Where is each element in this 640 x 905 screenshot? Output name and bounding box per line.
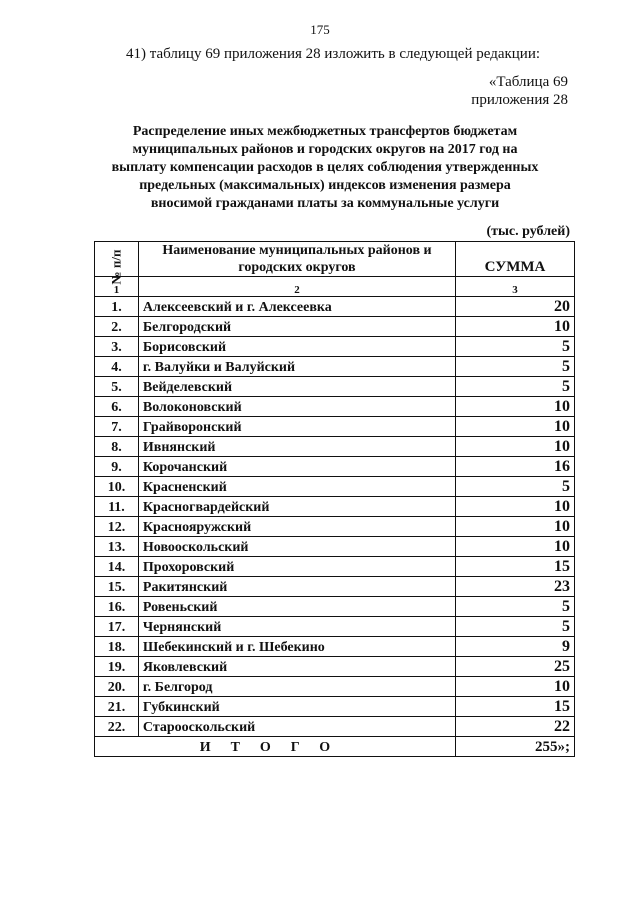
row-number: 20.: [95, 677, 139, 697]
row-number: 3.: [95, 337, 139, 357]
table-row: [95, 457, 575, 477]
row-number: 22.: [95, 717, 139, 737]
row-sum: 10: [456, 397, 575, 417]
row-number: 18.: [95, 637, 139, 657]
row-number: 15.: [95, 577, 139, 597]
header-sum: СУММА: [456, 242, 575, 277]
title-line-2: муниципальных районов и городских округов на 2017 год на: [132, 142, 518, 157]
table-row: [95, 617, 575, 637]
table-row: [95, 317, 575, 337]
row-number: 10.: [95, 477, 139, 497]
table-header-row: [95, 242, 575, 277]
row-number: 13.: [95, 537, 139, 557]
total-sum: 255»;: [456, 737, 575, 757]
row-sum: 5: [456, 597, 575, 617]
row-name: Губкинский: [138, 697, 455, 717]
row-name: Борисовский: [138, 337, 455, 357]
row-number: 17.: [95, 617, 139, 637]
row-number: 8.: [95, 437, 139, 457]
instruction-text: 41) таблицу 69 приложения 28 изложить в следующей редакции:: [126, 46, 541, 62]
row-name: Красногвардейский: [138, 497, 455, 517]
row-sum: 25: [456, 657, 575, 677]
page-number: 175: [310, 22, 330, 37]
row-number: 1.: [95, 297, 139, 317]
row-name: г. Валуйки и Валуйский: [138, 357, 455, 377]
total-label: ИТОГО: [95, 737, 456, 757]
row-name: Волоконовский: [138, 397, 455, 417]
row-name: Алексеевский и г. Алексеевка: [138, 297, 455, 317]
row-sum: 5: [456, 357, 575, 377]
table-row: [95, 417, 575, 437]
table-row: [95, 637, 575, 657]
table-ref-line1: «Таблица 69: [488, 74, 568, 90]
index-cell: 2: [138, 277, 455, 297]
table-row: [95, 437, 575, 457]
table-row: [95, 597, 575, 617]
row-name: Грайворонский: [138, 417, 455, 437]
table-row: [95, 517, 575, 537]
table-row: [95, 357, 575, 377]
row-sum: 10: [456, 677, 575, 697]
row-number: 6.: [95, 397, 139, 417]
index-cell: 3: [456, 277, 575, 297]
table-row: [95, 477, 575, 497]
row-name: Красненский: [138, 477, 455, 497]
row-name: Прохоровский: [138, 557, 455, 577]
row-name: Шебекинский и г. Шебекино: [138, 637, 455, 657]
row-name: Ракитянский: [138, 577, 455, 597]
row-number: 2.: [95, 317, 139, 337]
row-name: Старооскольский: [138, 717, 455, 737]
row-name: Белгородский: [138, 317, 455, 337]
table-row: [95, 557, 575, 577]
table-row: [95, 397, 575, 417]
row-name: Новооскольский: [138, 537, 455, 557]
row-number: 19.: [95, 657, 139, 677]
row-name: Ивнянский: [138, 437, 455, 457]
row-sum: 5: [456, 377, 575, 397]
table-row: [95, 677, 575, 697]
total-row: [95, 737, 575, 757]
table-ref-line2: приложения 28: [471, 92, 568, 108]
title-line-3: выплату компенсации расходов в целях соблюдения утвержденных: [111, 160, 539, 175]
title-line-5: вносимой гражданами платы за коммунальные услуги: [150, 196, 500, 211]
row-name: г. Белгород: [138, 677, 455, 697]
index-cell: 1: [95, 277, 139, 297]
header-num: № п/п: [95, 242, 139, 277]
table-row: [95, 497, 575, 517]
row-number: 4.: [95, 357, 139, 377]
table-row: [95, 537, 575, 557]
row-sum: 20: [456, 297, 575, 317]
table-reference: [471, 73, 568, 109]
row-number: 7.: [95, 417, 139, 437]
row-number: 21.: [95, 697, 139, 717]
table-row: [95, 697, 575, 717]
row-sum: 10: [456, 317, 575, 337]
row-sum: 10: [456, 417, 575, 437]
row-name: Яковлевский: [138, 657, 455, 677]
row-sum: 23: [456, 577, 575, 597]
row-name: Чернянский: [138, 617, 455, 637]
row-sum: 22: [456, 717, 575, 737]
distribution-table: [94, 241, 575, 757]
column-index-row: [95, 277, 575, 297]
title-line-1: Распределение иных межбюджетных трансфертов бюджетам: [132, 124, 518, 139]
row-sum: 5: [456, 337, 575, 357]
units-label: (тыс. рублей): [486, 224, 570, 239]
row-name: Краснояружский: [138, 517, 455, 537]
row-sum: 10: [456, 537, 575, 557]
row-name: Ровеньский: [138, 597, 455, 617]
row-number: 14.: [95, 557, 139, 577]
table-row: [95, 377, 575, 397]
table-row: [95, 657, 575, 677]
row-number: 9.: [95, 457, 139, 477]
header-name: Наименование муниципальных районов и городских округов: [138, 242, 455, 277]
row-sum: 10: [456, 517, 575, 537]
row-name: Корочанский: [138, 457, 455, 477]
table-row: [95, 577, 575, 597]
document-title: [90, 123, 560, 213]
row-sum: 5: [456, 477, 575, 497]
table-row: [95, 717, 575, 737]
row-number: 16.: [95, 597, 139, 617]
row-number: 12.: [95, 517, 139, 537]
row-sum: 9: [456, 637, 575, 657]
row-number: 5.: [95, 377, 139, 397]
row-sum: 15: [456, 697, 575, 717]
row-sum: 10: [456, 437, 575, 457]
table-row: [95, 297, 575, 317]
row-name: Вейделевский: [138, 377, 455, 397]
title-line-4: предельных (максимальных) индексов изменения размера: [139, 178, 511, 193]
row-sum: 10: [456, 497, 575, 517]
row-sum: 15: [456, 557, 575, 577]
row-sum: 16: [456, 457, 575, 477]
row-sum: 5: [456, 617, 575, 637]
table-row: [95, 337, 575, 357]
row-number: 11.: [95, 497, 139, 517]
